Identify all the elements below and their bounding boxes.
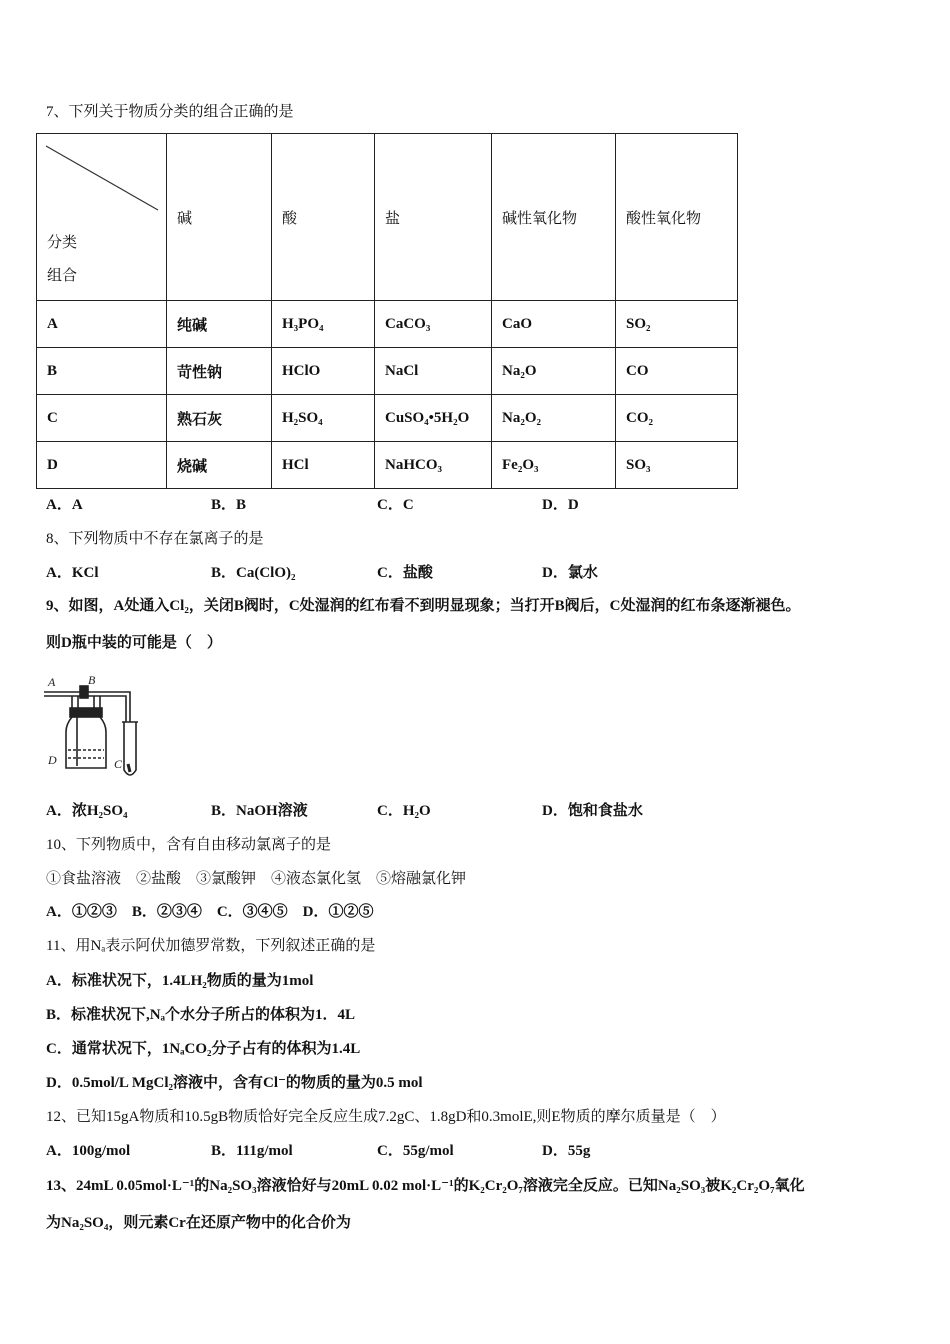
q12-option-b: B．111g/mol [211, 1143, 293, 1159]
label-d: D [48, 753, 57, 767]
q13-stem-line2: 为Na₂SO₄，则元素Cr在还原产物中的化合价为 [46, 1215, 351, 1231]
gas-washing-apparatus-figure [44, 672, 154, 782]
cell: Na₂O [492, 348, 616, 395]
label-b: B [88, 673, 96, 687]
q11-option-a: A．标准状况下，1.4LH₂物质的量为1mol [46, 973, 314, 989]
q10-options: A．①②③ B．②③④ C．③④⑤ D．①②⑤ [46, 904, 374, 920]
cell: CO [616, 348, 738, 395]
q7-option-c: C．C [377, 497, 414, 513]
q12-stem: 12、已知15gA物质和10.5gB物质恰好完全反应生成7.2gC、1.8gD和0.3molE,则E物质的摩尔质量是（ ） [46, 1109, 726, 1125]
q8-option-a: A．KCl [46, 565, 99, 581]
q8-option-c: C．盐酸 [377, 565, 433, 581]
cell: A [37, 301, 167, 348]
cell: B [37, 348, 167, 395]
q9-option-b: B．NaOH溶液 [211, 803, 308, 819]
table-row [37, 442, 738, 489]
q10-items: ①食盐溶液 ②盐酸 ③氯酸钾 ④液态氯化氢 ⑤熔融氯化钾 [46, 871, 467, 887]
q9-option-d: D．饱和食盐水 [542, 803, 643, 819]
q8-option-b: B．Ca(ClO)₂ [211, 565, 296, 581]
q9-option-a: A．浓H₂SO₄ [46, 803, 128, 819]
cell: CaO [492, 301, 616, 348]
cell: 苛性钠 [167, 348, 272, 395]
cell: C [37, 395, 167, 442]
header-salt: 盐 [375, 134, 492, 301]
table-row [37, 395, 738, 442]
table-row [37, 301, 738, 348]
diagonal-header-cell [37, 134, 167, 301]
cell: SO₃ [616, 442, 738, 489]
table-header-row [37, 134, 738, 301]
q8-stem: 8、下列物质中不存在氯离子的是 [46, 531, 264, 547]
table-row [37, 348, 738, 395]
cell: NaHCO₃ [375, 442, 492, 489]
q11-option-c: C．通常状况下，1NₐCO₂分子占有的体积为1.4L [46, 1041, 361, 1057]
q11-option-d: D．0.5mol/L MgCl₂溶液中，含有Cl⁻的物质的量为0.5 mol [46, 1075, 423, 1091]
cell: H₃PO₄ [272, 301, 375, 348]
cell: NaCl [375, 348, 492, 395]
q11-option-b: B．标准状况下,Nₐ个水分子所占的体积为1．4L [46, 1007, 355, 1023]
header-base: 碱 [167, 134, 272, 301]
q7-classification-table [36, 133, 738, 489]
cell: CaCO₃ [375, 301, 492, 348]
cell: HCl [272, 442, 375, 489]
cell: 纯碱 [167, 301, 272, 348]
header-combination: 组合 [47, 268, 78, 284]
cell: D [37, 442, 167, 489]
q7-option-b: B．B [211, 497, 247, 513]
q12-option-d: D．55g [542, 1143, 591, 1159]
cell: SO₂ [616, 301, 738, 348]
cell: Na₂O₂ [492, 395, 616, 442]
q8-option-d: D．氯水 [542, 565, 598, 581]
q10-stem: 10、下列物质中，含有自由移动氯离子的是 [46, 837, 332, 853]
cell: CuSO₄•5H₂O [375, 395, 492, 442]
cell: HClO [272, 348, 375, 395]
q12-option-a: A．100g/mol [46, 1143, 131, 1159]
cell: 烧碱 [167, 442, 272, 489]
q7-option-a: A．A [46, 497, 83, 513]
header-basic-oxide: 碱性氧化物 [492, 134, 616, 301]
cell: Fe₂O₃ [492, 442, 616, 489]
q9-stem-line1: 9、如图，A处通入Cl₂，关闭B阀时，C处湿润的红布看不到明显现象；当打开B阀后，C处湿润的红布条逐渐褪色。 [46, 598, 801, 614]
q7-option-d: D．D [542, 497, 579, 513]
q7-stem: 7、下列关于物质分类的组合正确的是 [46, 104, 294, 120]
q12-option-c: C．55g/mol [377, 1143, 454, 1159]
q9-stem-line2: 则D瓶中装的可能是（ ） [46, 635, 222, 651]
header-category: 分类 [47, 235, 78, 251]
label-a: A [48, 675, 56, 689]
cell: CO₂ [616, 395, 738, 442]
q9-option-c: C．H₂O [377, 803, 431, 819]
cell: H₂SO₄ [272, 395, 375, 442]
cell: 熟石灰 [167, 395, 272, 442]
q13-stem-line1: 13、24mL 0.05mol·L⁻¹的Na₂SO₃溶液恰好与20mL 0.02 mol·L⁻¹的K₂Cr₂O₇溶液完全反应。已知Na₂SO₃被K₂Cr₂O₇氧化 [46, 1178, 805, 1194]
q11-stem: 11、用Nₐ表示阿伏加德罗常数，下列叙述正确的是 [46, 938, 376, 954]
header-acidic-oxide: 酸性氧化物 [616, 134, 738, 301]
header-acid: 酸 [272, 134, 375, 301]
label-c: C [114, 757, 123, 771]
